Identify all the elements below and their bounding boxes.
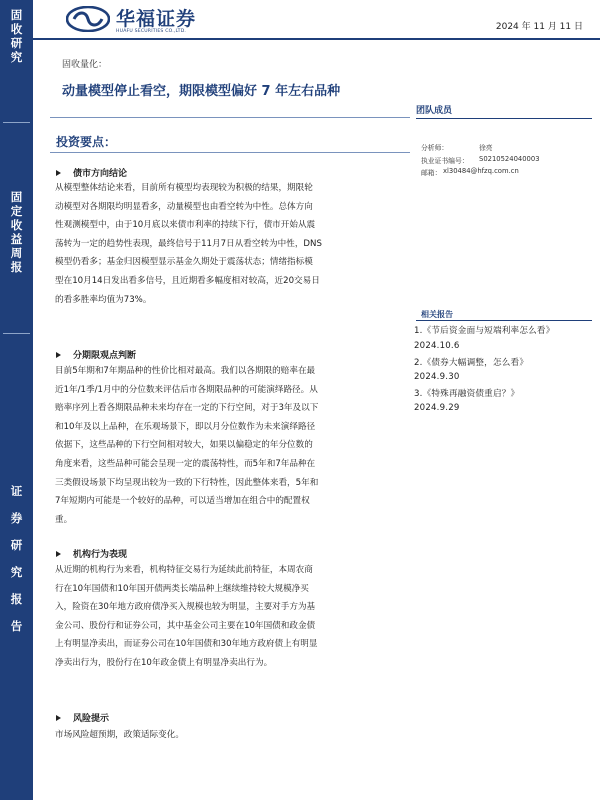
- analyst-cert-row: [421, 155, 540, 165]
- analyst-label: 邮箱：: [421, 169, 442, 177]
- paragraph-line: 市场风险超预期，政策适际变化。: [55, 730, 184, 740]
- paragraph-line: 型在10月14日发出看多信号，且近期看多幅度相对较高，近20交易日: [55, 275, 320, 286]
- sidebar-char: 周: [10, 246, 23, 260]
- sidebar-char: 券: [10, 511, 23, 525]
- analyst-name-row: [421, 142, 493, 152]
- sidebar-char: 报: [10, 592, 23, 606]
- sidebar-label-securities-report: [0, 478, 33, 640]
- paragraph-line: 的看多胜率均值为73%。: [55, 294, 152, 305]
- bullet-arrow-icon: [56, 551, 61, 557]
- paragraph-line: 目前5年期和7年期品种的性价比相对最高。我们以各期限的赔率在最: [55, 366, 316, 376]
- point-heading-term-view: [56, 348, 136, 361]
- point-heading-text: 机构行为表现: [73, 550, 128, 560]
- analyst-value: S0210524040003: [479, 155, 540, 163]
- paragraph-line: 赔率序列上看各期限品种未来均存在一定的下行空间，对于3年及以下: [55, 403, 319, 414]
- team-divider: [416, 118, 592, 119]
- paragraph-line: 行在10年国债和10年国开债两类长端品种上继续维持较大规模净买: [55, 583, 309, 594]
- sidebar-divider: [3, 333, 30, 334]
- header-divider: [33, 38, 600, 40]
- sidebar-label-research-type: [0, 8, 33, 64]
- paragraph-line: 从近期的机构行为来看，机构特征交易行为延续此前特征，本周农商: [55, 565, 313, 575]
- paragraph-line: 模型仍看多；基金归因模型显示基金久期处于震荡状态；情绪指标模: [55, 257, 313, 268]
- paragraph-institution-behavior: [55, 561, 410, 673]
- bullet-arrow-icon: [56, 352, 61, 358]
- point-heading-risk: [56, 711, 109, 724]
- paragraph-line: 荡转为一定的趋势性表现，最终信号于11月7日从看空转为中性，DNS: [55, 238, 322, 249]
- bullet-arrow-icon: [56, 170, 61, 176]
- paragraph-line: 重。: [55, 514, 73, 525]
- sidebar-char: 研: [10, 36, 23, 50]
- related-reports-divider: [416, 320, 592, 321]
- sidebar-char: 益: [10, 232, 23, 246]
- point-heading-institution-behavior: [56, 547, 127, 560]
- point-heading-text: 债市方向结论: [73, 169, 128, 179]
- sidebar-char: 收: [10, 218, 23, 232]
- sidebar-char: 究: [10, 565, 23, 579]
- sidebar-char: 究: [10, 50, 23, 64]
- analyst-label: 分析师：: [421, 144, 449, 152]
- company-logo: [66, 4, 216, 38]
- paragraph-bond-direction: [55, 179, 410, 309]
- analyst-email-link[interactable]: xl30484@hfzq.com.cn: [443, 167, 519, 175]
- paragraph-line: 近1年/1季/1月中的分位数来评估后市各期限品种的可能演绎路径。从: [55, 384, 318, 395]
- paragraph-line: 金公司、股份行和证券公司，其中基金公司主要在10年国债和政金债: [55, 620, 316, 631]
- point-heading-bond-direction: [56, 166, 127, 179]
- related-report-date: 2024.10.6: [414, 341, 460, 351]
- team-heading: 团队成员: [416, 106, 453, 116]
- paragraph-term-view: [55, 362, 410, 529]
- sidebar-char: 报: [10, 260, 23, 274]
- related-reports-heading: 相关报告: [421, 310, 453, 319]
- sidebar-char: 告: [10, 619, 23, 633]
- logo-name-cn: 华福证券: [116, 8, 197, 30]
- related-report-link[interactable]: 3.《特殊再融资债重启？》: [414, 389, 520, 399]
- summary-divider: [50, 152, 410, 153]
- paragraph-line: 上有明显净卖出，而证券公司在10年国债和30年地方政府债上有明显: [55, 639, 318, 650]
- report-kicker: 固收量化：: [62, 60, 108, 70]
- point-heading-text: 分期限观点判断: [73, 351, 137, 361]
- paragraph-line: 动模型对各期限均明显看多，动量模型也由看空转为中性。总体方向: [55, 201, 313, 212]
- related-report-link[interactable]: 2.《债券大幅调整，怎么看》: [414, 358, 529, 368]
- paragraph-risk: [55, 726, 410, 745]
- sidebar-char: 证: [10, 484, 23, 498]
- analyst-label: 执业证书编号：: [421, 157, 469, 165]
- paragraph-line: 从模型整体结论来看，目前所有模型均表现较为积极的结果，期限轮: [55, 183, 313, 193]
- logo-name-en: HUAFU SECURITIES CO.,LTD.: [116, 29, 187, 34]
- summary-heading: 投资要点：: [56, 135, 117, 149]
- paragraph-line: 角度来看，这些品种可能会呈现一定的震荡特性，而5年和7年品种在: [55, 458, 316, 469]
- sidebar-char: 研: [10, 538, 23, 552]
- paragraph-line: 入，险资在30年地方政府债净买入规模也较为明显，主要对手方为基: [55, 602, 316, 613]
- left-sidebar: [0, 0, 33, 800]
- sidebar-divider: [3, 122, 30, 123]
- related-report-date: 2024.9.29: [414, 403, 460, 413]
- paragraph-line: 依据下，这些品种的下行空间相对较大，如果以偏稳定的年分位数的: [55, 440, 313, 451]
- sidebar-char: 定: [10, 204, 23, 218]
- paragraph-line: 和10年及以上品种，在乐观场景下，即以月分位数作为未来演绎路径: [55, 421, 316, 432]
- analyst-value: 徐亮: [479, 144, 493, 152]
- sidebar-char: 固: [10, 190, 23, 204]
- page-footer: [33, 794, 600, 800]
- logo-mark-icon: [66, 6, 110, 32]
- sidebar-label-report-type: [0, 190, 33, 274]
- related-report-date: 2024.9.30: [414, 372, 460, 382]
- sidebar-char: 固: [10, 8, 23, 22]
- paragraph-line: 性观测模型中，由于10月底以来债市利率的持续下行，债市开始从震: [55, 220, 316, 231]
- analyst-email-row: [421, 167, 519, 177]
- sidebar-char: 收: [10, 22, 23, 36]
- report-date: 2024 年 11 月 11 日: [495, 22, 583, 32]
- title-divider: [50, 117, 410, 118]
- paragraph-line: 净卖出行为，股份行在10年政金债上有明显净卖出行为。: [55, 657, 273, 668]
- paragraph-line: 7年短期内可能是一个较好的品种，可以适当增加在组合中的配置权: [55, 496, 310, 507]
- report-title: 动量模型停止看空，期限模型偏好 7 年左右品种: [62, 84, 341, 99]
- point-heading-text: 风险提示: [73, 714, 110, 724]
- paragraph-line: 三类假设场景下均呈现出较为一致的下行特性，因此整体来看，5年和: [55, 477, 319, 488]
- related-report-link[interactable]: 1.《节后资金面与短端利率怎么看》: [414, 326, 555, 336]
- bullet-arrow-icon: [56, 715, 61, 721]
